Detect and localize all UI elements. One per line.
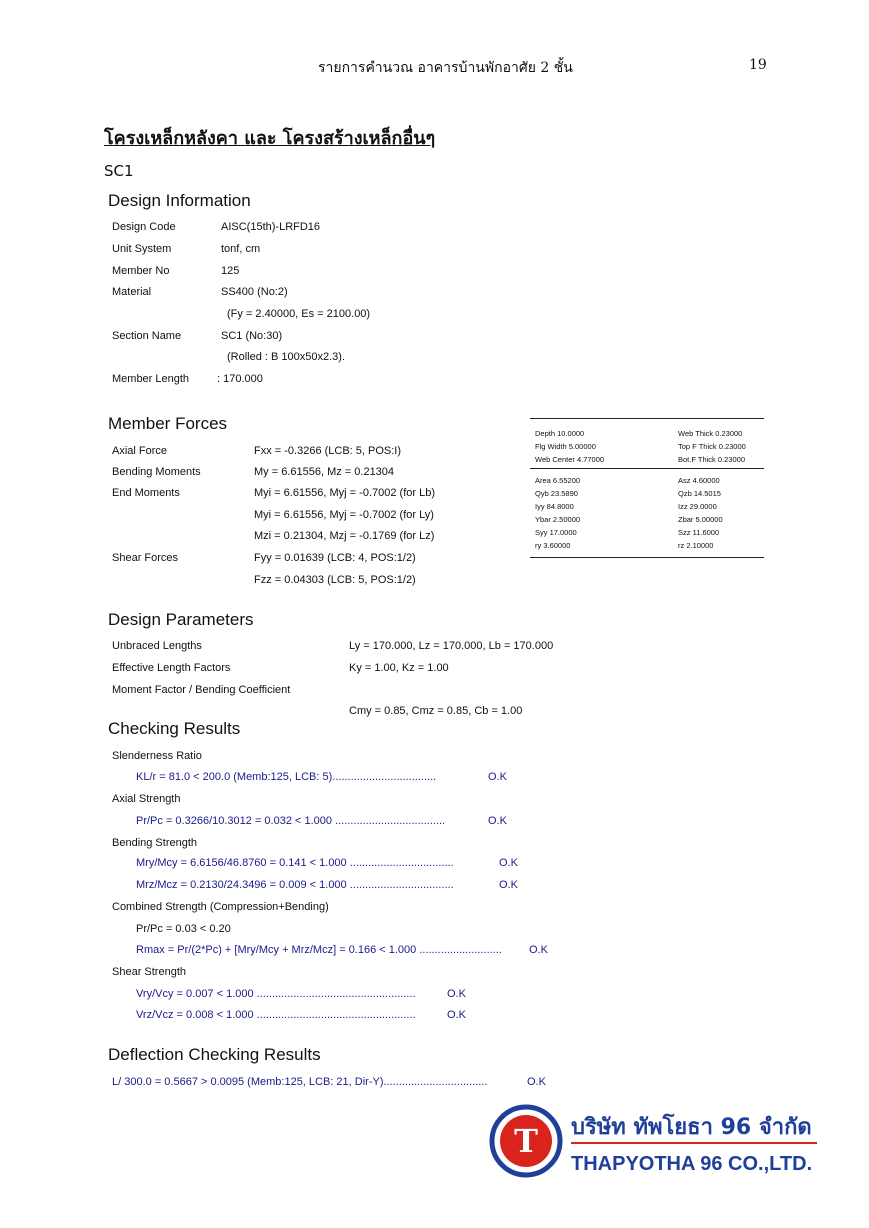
- label-end-moments: End Moments: [112, 487, 180, 499]
- bending-ok-z: O.K: [499, 879, 518, 891]
- prop-zbar: Zbar 5.00000: [678, 515, 723, 524]
- prop-flange-width: Flg Width 5.00000: [535, 442, 596, 451]
- prop-web-thick: Web Thick 0.23000: [678, 429, 743, 438]
- svg-text:T: T: [514, 1122, 538, 1160]
- label-material: Material: [112, 286, 152, 298]
- design-params-heading: Design Parameters: [108, 610, 254, 629]
- section-id: SC1: [104, 162, 134, 180]
- value-end-moments-lz: Mzi = 0.21304, Mzj = -0.1769 (for Lz): [254, 530, 435, 542]
- bending-line-z: Mrz/Mcz = 0.2130/24.3496 = 0.009 < 1.000 ..................................: [136, 879, 454, 891]
- prop-qyb: Qyb 23.5890: [535, 489, 578, 498]
- prop-szz: Szz 11.6000: [678, 528, 720, 537]
- company-logo-mark: [489, 1104, 819, 1178]
- combined-line-ratio: Pr/Pc = 0.03 < 0.20: [136, 923, 231, 935]
- slenderness-line: KL/r = 81.0 < 200.0 (Memb:125, LCB: 5)..................................: [136, 771, 437, 783]
- thai-section-heading: โครงเหล็กหลังคา และ โครงสร้างเหล็กอื่นๆ: [104, 128, 436, 149]
- axial-line: Pr/Pc = 0.3266/10.3012 = 0.032 < 1.000 ....................................: [136, 815, 446, 827]
- deflection-ok: O.K: [527, 1076, 546, 1088]
- value-member-no: 125: [221, 265, 240, 277]
- prop-depth: Depth 10.0000: [535, 429, 585, 438]
- props-divider: [530, 468, 764, 469]
- bending-ok-y: O.K: [499, 857, 518, 869]
- value-shear-fyy: Fyy = 0.01639 (LCB: 4, POS:1/2): [254, 552, 416, 564]
- svg-text:บริษัท ทัพโยธา 96 จำกัด: บริษัท ทัพโยธา 96 จำกัด: [571, 1115, 812, 1140]
- bending-line-y: Mry/Mcy = 6.6156/46.8760 = 0.141 < 1.000 ..................................: [136, 857, 454, 869]
- value-end-moments-lb: Myi = 6.61556, Myj = -0.7002 (for Lb): [254, 487, 435, 499]
- value-section-rolled: (Rolled : B 100x50x2.3).: [227, 351, 346, 363]
- deflection-heading: Deflection Checking Results: [108, 1045, 321, 1064]
- label-member-length: Member Length: [112, 373, 190, 385]
- shear-line-z: Vrz/Vcz = 0.008 < 1.000 ....................................................: [136, 1009, 416, 1021]
- checking-results-heading: Checking Results: [108, 719, 241, 738]
- value-moment-factor: Cmy = 0.85, Cmz = 0.85, Cb = 1.00: [349, 705, 523, 717]
- combined-line-rmax: Rmax = Pr/(2*Pc) + [Mry/Mcy + Mrz/Mcz] = 0.166 < 1.000 ...........................: [136, 944, 502, 956]
- company-logo: [489, 1104, 819, 1178]
- section-properties-box: [530, 418, 764, 558]
- value-unbraced-lengths: Ly = 170.000, Lz = 170.000, Lb = 170.000: [349, 640, 554, 652]
- member-forces-heading: Member Forces: [108, 414, 228, 433]
- label-shear-forces: Shear Forces: [112, 552, 179, 564]
- prop-area: Area 6.55200: [535, 476, 581, 485]
- value-design-code: AISC(15th)-LRFD16: [221, 221, 321, 233]
- design-info-heading: Design Information: [108, 191, 251, 210]
- prop-ybar: Ybar 2.50000: [535, 515, 581, 524]
- label-unbraced-lengths: Unbraced Lengths: [112, 640, 202, 652]
- prop-asz: Asz 4.60000: [678, 476, 720, 485]
- page-header-title: รายการคำนวณ อาคารบ้านพักอาศัย 2 ชั้น: [318, 60, 573, 76]
- prop-web-center: Web Center 4.77000: [535, 455, 605, 464]
- combined-ok: O.K: [529, 944, 548, 956]
- label-member-no: Member No: [112, 265, 170, 277]
- value-unit-system: tonf, cm: [221, 243, 261, 255]
- deflection-line: L/ 300.0 = 0.5667 > 0.0095 (Memb:125, LCB: 21, Dir-Y)..................................: [112, 1076, 488, 1088]
- prop-izz: Izz 29.0000: [678, 502, 717, 511]
- value-member-length: : 170.000: [217, 373, 263, 385]
- slenderness-title: Slenderness Ratio: [112, 750, 202, 762]
- page-number: 19: [749, 57, 767, 73]
- value-material-props: (Fy = 2.40000, Es = 2100.00): [227, 308, 371, 320]
- label-design-code: Design Code: [112, 221, 176, 233]
- prop-iyy: Iyy 84.8000: [535, 502, 574, 511]
- slenderness-ok: O.K: [488, 771, 507, 783]
- combined-title: Combined Strength (Compression+Bending): [112, 901, 329, 913]
- label-unit-system: Unit System: [112, 243, 172, 255]
- shear-ok-z: O.K: [447, 1009, 466, 1021]
- shear-ok-y: O.K: [447, 988, 466, 1000]
- label-effective-length: Effective Length Factors: [112, 662, 231, 674]
- label-section-name: Section Name: [112, 330, 182, 342]
- prop-bot-flange-thick: Bot.F Thick 0.23000: [678, 455, 745, 464]
- value-effective-length: Ky = 1.00, Kz = 1.00: [349, 662, 449, 674]
- prop-syy: Syy 17.0000: [535, 528, 577, 537]
- axial-ok: O.K: [488, 815, 507, 827]
- prop-ry: ry 3.60000: [535, 541, 571, 550]
- shear-title: Shear Strength: [112, 966, 186, 978]
- value-bending-moments: My = 6.61556, Mz = 0.21304: [254, 466, 395, 478]
- label-axial-force: Axial Force: [112, 445, 168, 457]
- axial-title: Axial Strength: [112, 793, 181, 805]
- prop-top-flange-thick: Top F Thick 0.23000: [678, 442, 746, 451]
- prop-rz: rz 2.10000: [678, 541, 714, 550]
- prop-qzb: Qzb 14.5015: [678, 489, 721, 498]
- value-material: SS400 (No:2): [221, 286, 288, 298]
- value-end-moments-ly: Myi = 6.61556, Myj = -0.7002 (for Ly): [254, 509, 434, 521]
- shear-line-y: Vry/Vcy = 0.007 < 1.000 ....................................................: [136, 988, 416, 1000]
- svg-text:THAPYOTHA 96 CO.,LTD.: THAPYOTHA 96 CO.,LTD.: [571, 1153, 813, 1175]
- bending-title: Bending Strength: [112, 837, 198, 849]
- label-moment-factor: Moment Factor / Bending Coefficient: [112, 684, 291, 696]
- label-bending-moments: Bending Moments: [112, 466, 201, 478]
- value-section-name: SC1 (No:30): [221, 330, 283, 342]
- value-axial-force: Fxx = -0.3266 (LCB: 5, POS:I): [254, 445, 402, 457]
- value-shear-fzz: Fzz = 0.04303 (LCB: 5, POS:1/2): [254, 574, 416, 586]
